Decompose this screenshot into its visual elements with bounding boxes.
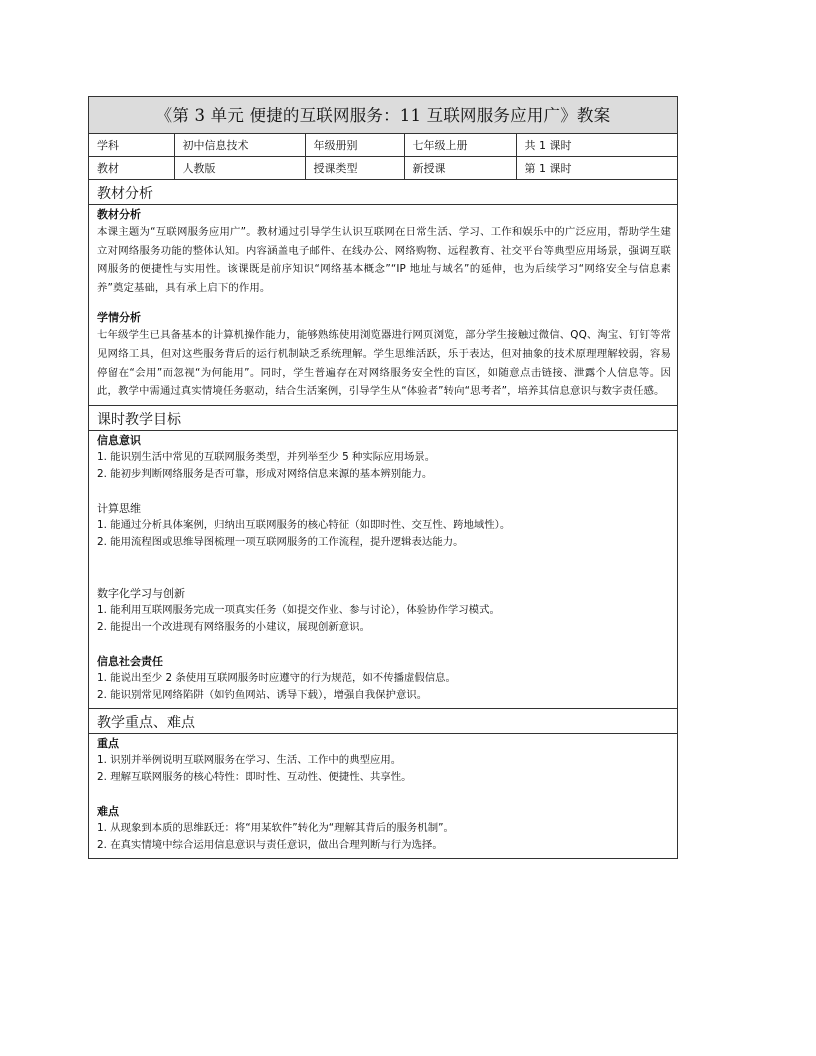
- goal-label-computational-thinking: 计算思维: [97, 501, 141, 515]
- difficult-point-item: 1. 从现象到本质的思维跃迁：将“用某软件”转化为“理解其背后的服务机制”。: [97, 821, 454, 834]
- key-points-label: 重点: [97, 736, 119, 750]
- goal-item: 2. 能初步判断网络服务是否可靠，形成对网络信息来源的基本辨别能力。: [97, 467, 433, 480]
- goal-item: 2. 能识别常见网络陷阱（如钓鱼网站、诱导下载），增强自我保护意识。: [97, 688, 428, 701]
- goal-label-digital-learning: 数字化学习与创新: [97, 586, 185, 600]
- meta-cell: 教材: [89, 157, 174, 180]
- student-analysis-label: 学情分析: [97, 311, 141, 325]
- section-heading: 教学重点、难点: [97, 714, 195, 731]
- goal-item: 1. 能识别生活中常见的互联网服务类型，并列举至少 5 种实际应用场景。: [97, 450, 436, 463]
- goal-item: 1. 能利用互联网服务完成一项真实任务（如提交作业、参与讨论），体验协作学习模式。: [97, 603, 500, 616]
- goal-label-info-awareness: 信息意识: [97, 433, 141, 447]
- meta-cell: 共 1 课时: [516, 134, 677, 157]
- meta-row-textbook: [89, 157, 677, 180]
- meta-cell: 第 1 课时: [516, 157, 677, 180]
- student-analysis-text: 七年级学生已具备基本的计算机操作能力，能够熟练使用浏览器进行网页浏览，部分学生接触过微信、QQ、淘宝、钉钉等常见网络工具，但对这些服务背后的运行机制缺乏系统理解。学生思维活跃，乐于表达，但对抽象的技术原理理解较弱，容易停留在“会用”而忽视“为何能用”。同时，学生普遍存在对网络服务安全性的盲区，如随意点击链接、泄露个人信息等。因此，教学中需通过真实情境任务驱动，结合生活案例，引导学生从“体验者”转向“思考者”，培养其信息意识与数字责任感。: [97, 329, 671, 398]
- section-heading: 教材分析: [97, 186, 153, 202]
- key-point-item: 1. 识别并举例说明互联网服务在学习、生活、工作中的典型应用。: [97, 753, 402, 766]
- section-goals: [89, 406, 677, 709]
- difficult-points-label: 难点: [97, 804, 119, 818]
- section-focus: [89, 709, 677, 858]
- meta-row-subject: [89, 134, 677, 157]
- meta-cell: 七年级上册: [404, 134, 516, 157]
- section-heading: 课时教学目标: [97, 411, 181, 428]
- goal-item: 1. 能通过分析具体案例，归纳出互联网服务的核心特征（如即时性、交互性、跨地域性）。: [97, 518, 511, 531]
- lesson-plan-document: [88, 96, 678, 859]
- section-analysis: [89, 180, 677, 406]
- key-point-item: 2. 理解互联网服务的核心特性：即时性、互动性、便捷性、共享性。: [97, 770, 412, 783]
- meta-cell: 初中信息技术: [174, 134, 305, 157]
- goal-item: 2. 能用流程图或思维导图梳理一项互联网服务的工作流程，提升逻辑表达能力。: [97, 535, 464, 548]
- goal-item: 1. 能说出至少 2 条使用互联网服务时应遵守的行为规范，如不传播虚假信息。: [97, 671, 456, 684]
- meta-cell: 新授课: [404, 157, 516, 180]
- textbook-analysis-text: 本课主题为“互联网服务应用广”。教材通过引导学生认识互联网在日常生活、学习、工作和娱乐中的广泛应用，帮助学生建立对网络服务功能的整体认知。内容涵盖电子邮件、在线办公、网络购物、远程教育、社交平台等典型应用场景，强调互联网服务的便捷性与实用性。该课既是前序知识“网络基本概念”“IP 地址与域名”的延伸，也为后续学习“网络安全与信息素养”奠定基础，具有承上启下的作用。: [97, 226, 671, 294]
- meta-cell: 授课类型: [305, 157, 404, 180]
- goal-label-social-responsibility: 信息社会责任: [97, 654, 163, 668]
- document-title: 《第 3 单元 便捷的互联网服务：11 互联网服务应用广》教案: [89, 97, 677, 134]
- meta-cell: 学科: [89, 134, 174, 157]
- meta-table: [89, 134, 677, 180]
- difficult-point-item: 2. 在真实情境中综合运用信息意识与责任意识，做出合理判断与行为选择。: [97, 838, 443, 851]
- textbook-analysis-label: 教材分析: [97, 208, 141, 221]
- goal-item: 2. 能提出一个改进现有网络服务的小建议，展现创新意识。: [97, 620, 370, 633]
- meta-cell: 人教版: [174, 157, 305, 180]
- meta-cell: 年级册别: [305, 134, 404, 157]
